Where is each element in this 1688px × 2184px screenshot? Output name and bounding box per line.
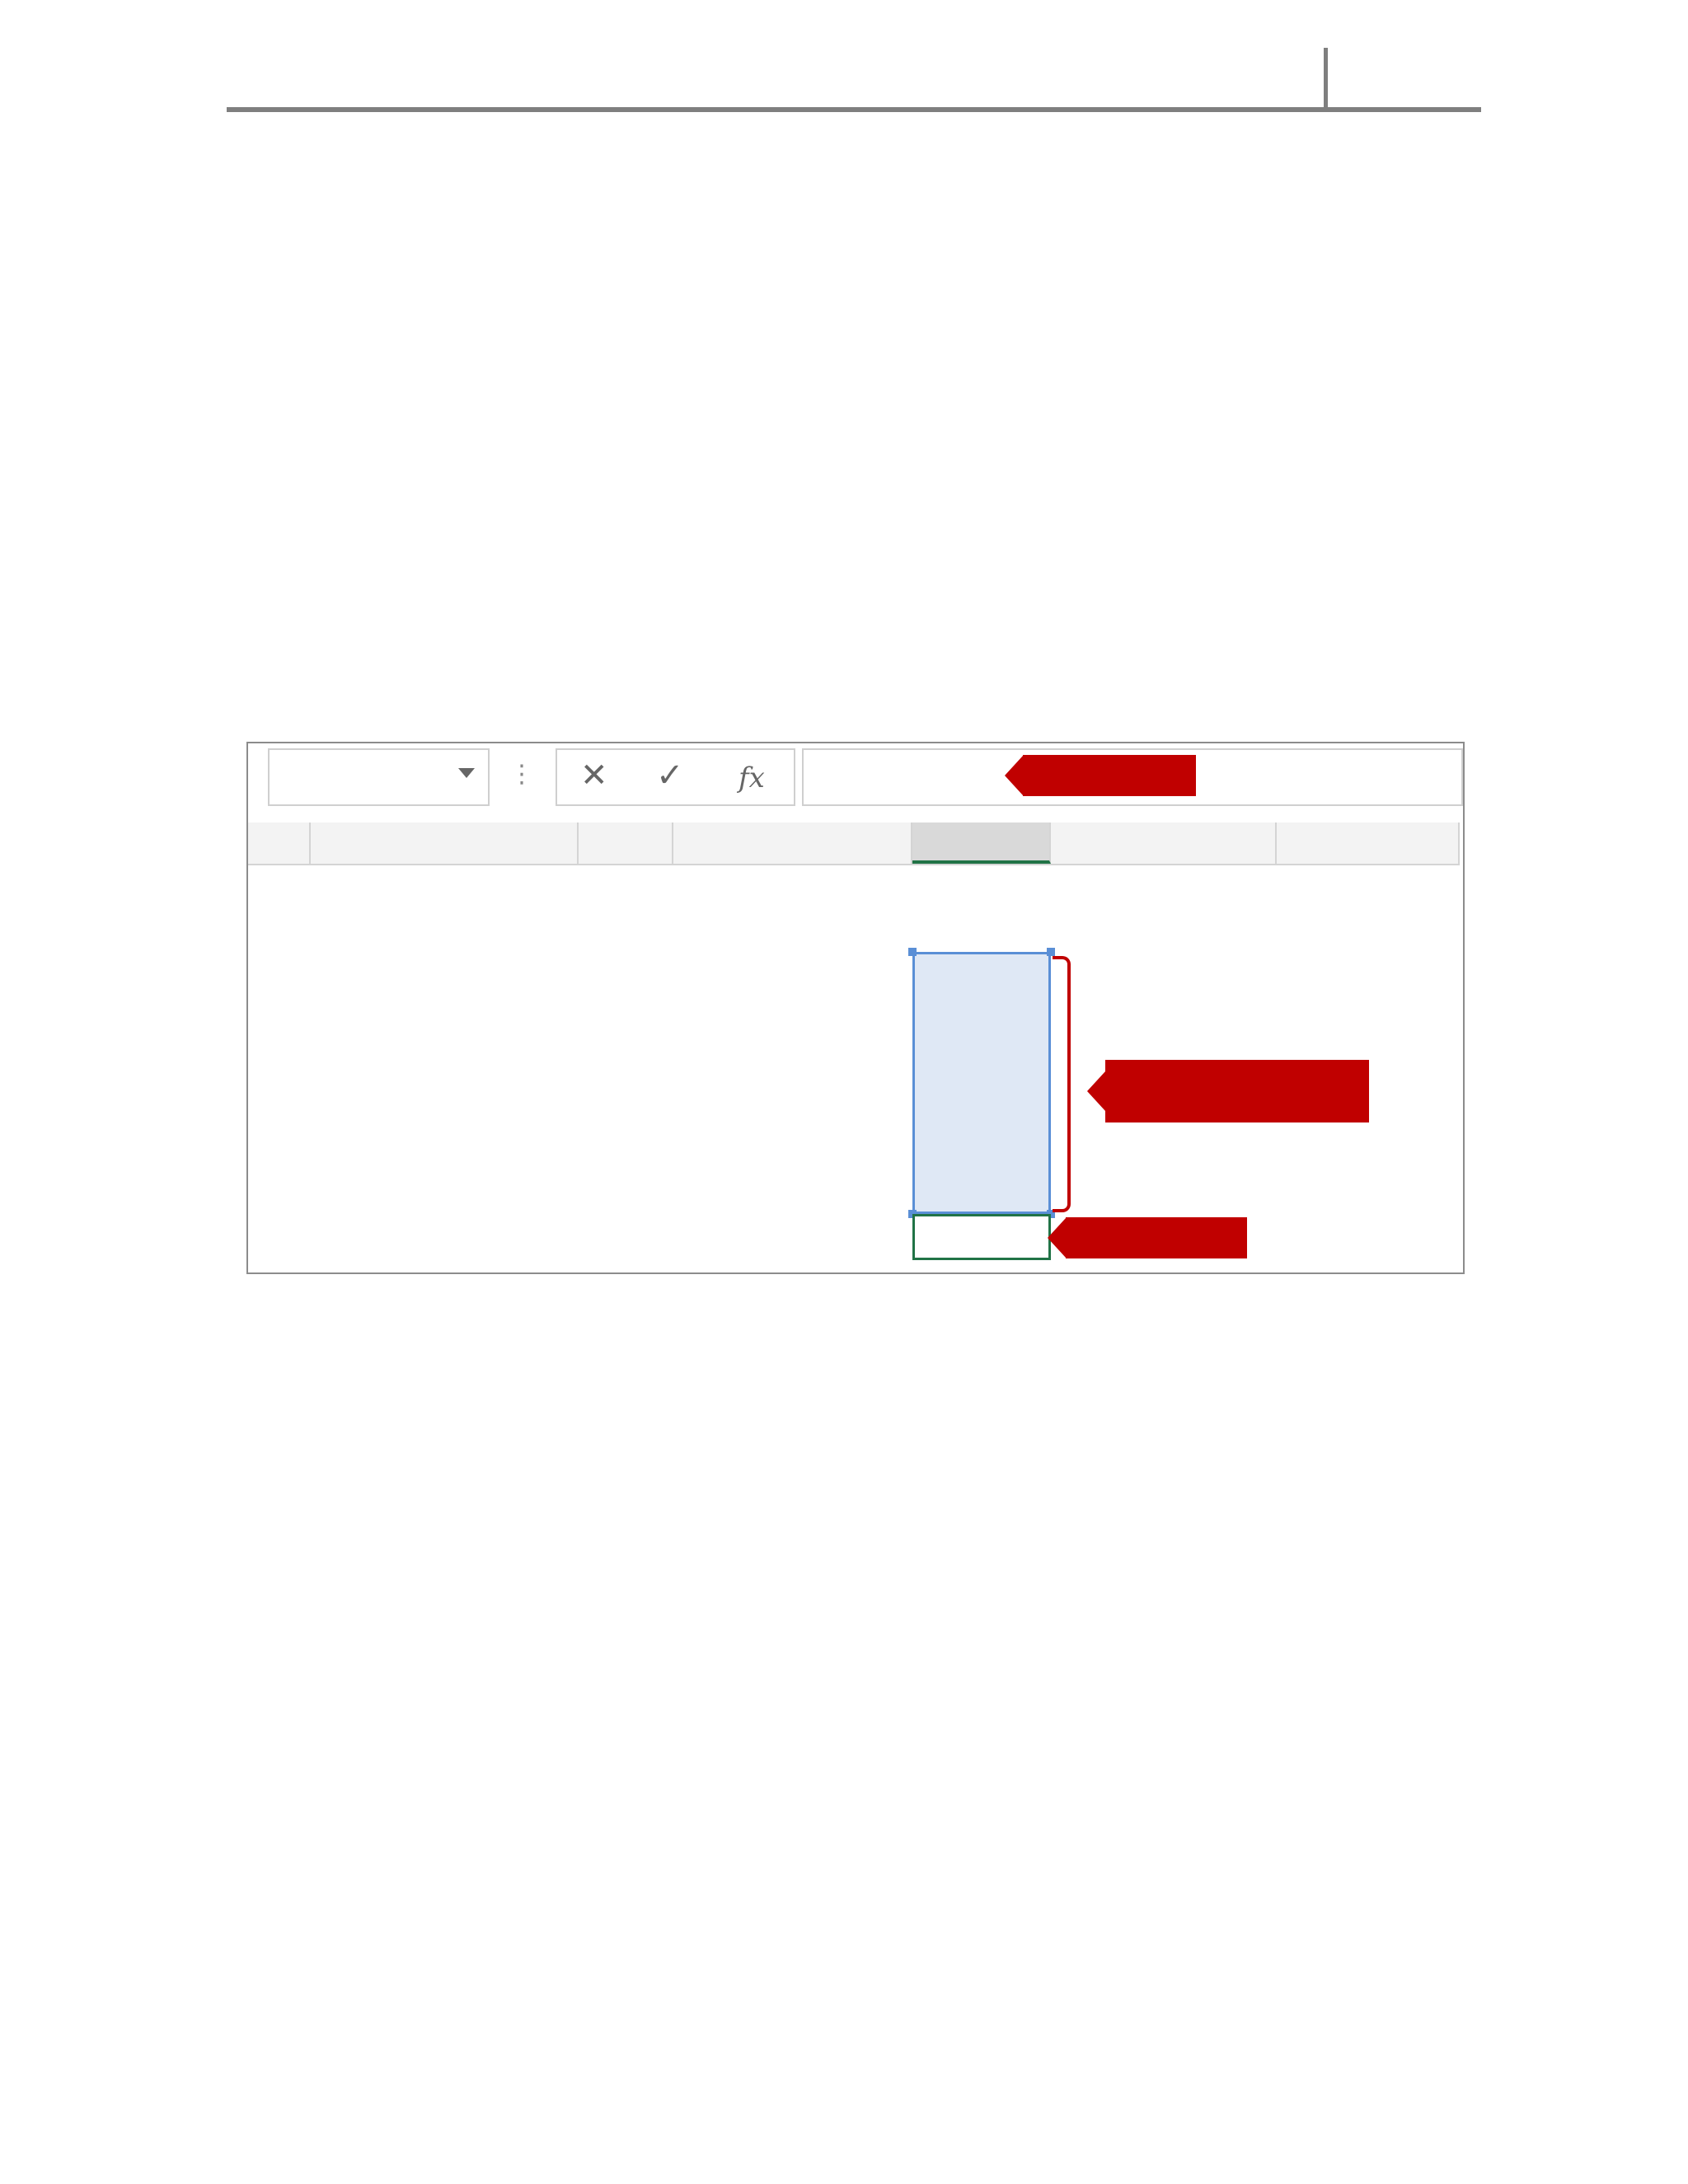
column-header-e[interactable] bbox=[1051, 823, 1277, 864]
formula-buttons bbox=[556, 748, 795, 806]
range-handle bbox=[908, 948, 917, 956]
column-headers bbox=[248, 823, 1460, 865]
column-header-f[interactable] bbox=[1277, 823, 1460, 864]
header-rule bbox=[227, 107, 1481, 112]
header-divider bbox=[1324, 48, 1328, 112]
more-options-icon: ⋮ bbox=[509, 760, 534, 789]
column-header-c[interactable] bbox=[673, 823, 912, 864]
callout-group bbox=[1105, 1060, 1369, 1122]
callout-formula-bottom bbox=[1066, 1217, 1247, 1258]
excel-screenshot-figure bbox=[246, 742, 1465, 1274]
range-bracket bbox=[1053, 956, 1071, 1212]
range-handle bbox=[1047, 948, 1055, 956]
check-icon[interactable]: ✓ bbox=[656, 757, 684, 794]
name-box[interactable] bbox=[268, 748, 490, 806]
column-header-a[interactable] bbox=[311, 823, 579, 864]
select-all-corner[interactable] bbox=[248, 823, 311, 864]
function-icon[interactable]: fx bbox=[738, 762, 765, 794]
active-cell-d9[interactable] bbox=[912, 1214, 1051, 1260]
callout-formula-top bbox=[1023, 755, 1196, 796]
selected-range bbox=[912, 952, 1051, 1214]
column-header-b[interactable] bbox=[579, 823, 673, 864]
cancel-icon[interactable]: ✕ bbox=[580, 757, 608, 794]
chevron-down-icon[interactable] bbox=[458, 768, 475, 778]
column-header-d[interactable] bbox=[912, 823, 1051, 864]
